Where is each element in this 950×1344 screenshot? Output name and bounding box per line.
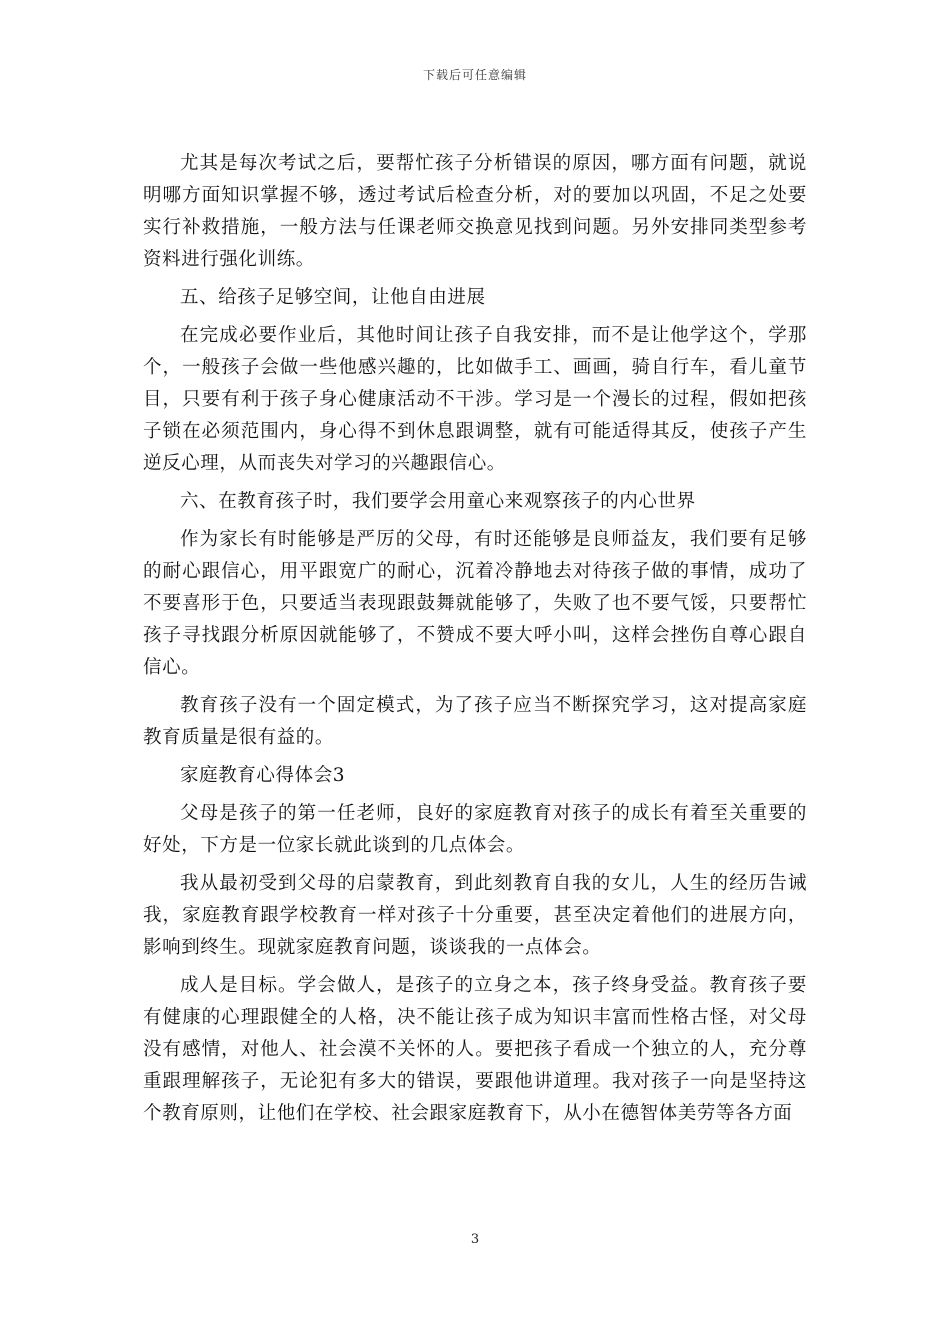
section-heading-six: 六、在教育孩子时，我们要学会用童心来观察孩子的内心世界 xyxy=(180,491,696,512)
paragraph-no-fixed-mode: 教育孩子没有一个固定模式，为了孩子应当不断探究学习，这对提高家庭教育质量是很有益的。 xyxy=(143,695,807,748)
essay-title-3: 家庭教育心得体会3 xyxy=(180,765,346,786)
paragraph-becoming-adult: 成人是目标。学会做人，是孩子的立身之本，孩子终身受益。教育孩子要有健康的心理跟健全的人格，决不能让孩子成为知识丰富而性格古怪，对父母没有感情，对他人、社会漠不关怀的人。要把孩子看成一个独立的人，充分尊重跟理解孩子，无论犯有多大的错误，要跟他讲道理。我对孩子一向是坚持这个教育原则，让他们在学校、社会跟家庭教育下，从小在德智体美劳等各方面 xyxy=(143,975,807,1124)
paragraph-exam-analysis: 尤其是每次考试之后，要帮忙孩子分析错误的原因，哪方面有问题，就说明哪方面知识掌握不够，透过考试后检查分析，对的要加以巩固，不足之处要实行补救措施，一般方法与任课老师交换意见找到问题。另外安排同类型参考资料进行强化训练。 xyxy=(143,153,807,270)
paragraph-experience: 我从最初受到父母的启蒙教育，到此刻教育自我的女儿，人生的经历告诫我，家庭教育跟学校教育一样对孩子十分重要，甚至决定着他们的进展方向，影响到终生。现就家庭教育问题，谈谈我的一点体会。 xyxy=(143,873,807,958)
page-header: 下载后可任意编辑 xyxy=(422,68,527,82)
document-body xyxy=(143,148,807,1136)
paragraph-patience: 作为家长有时能够是严厉的父母，有时还能够是良师益友，我们要有足够的耐心跟信心，用平跟宽广的耐心，沉着冷静地去对待孩子做的事情，成功了不要喜形于色，只要适当表现跟鼓舞就能够了，失败了也不要气馁，只要帮忙孩子寻找跟分析原因就能够了，不赞成不要大呼小叫，这样会挫伤自尊心跟自信心。 xyxy=(143,529,807,678)
paragraph-first-teacher: 父母是孩子的第一任老师，良好的家庭教育对孩子的成长有着至关重要的好处，下方是一位家长就此谈到的几点体会。 xyxy=(143,803,807,856)
paragraph-free-time: 在完成必要作业后，其他时间让孩子自我安排，而不是让他学这个，学那个，一般孩子会做一些他感兴趣的，比如做手工、画画，骑自行车，看儿童节目，只要有利于孩子身心健康活动不干涉。学习是一个漫长的过程，假如把孩子锁在必须范围内，身心得不到休息跟调整，就有可能适得其反，使孩子产生逆反心理，从而丧失对学习的兴趣跟信心。 xyxy=(143,325,807,474)
page-number: 3 xyxy=(470,1232,480,1247)
section-heading-five: 五、给孩子足够空间，让他自由进展 xyxy=(180,287,486,308)
